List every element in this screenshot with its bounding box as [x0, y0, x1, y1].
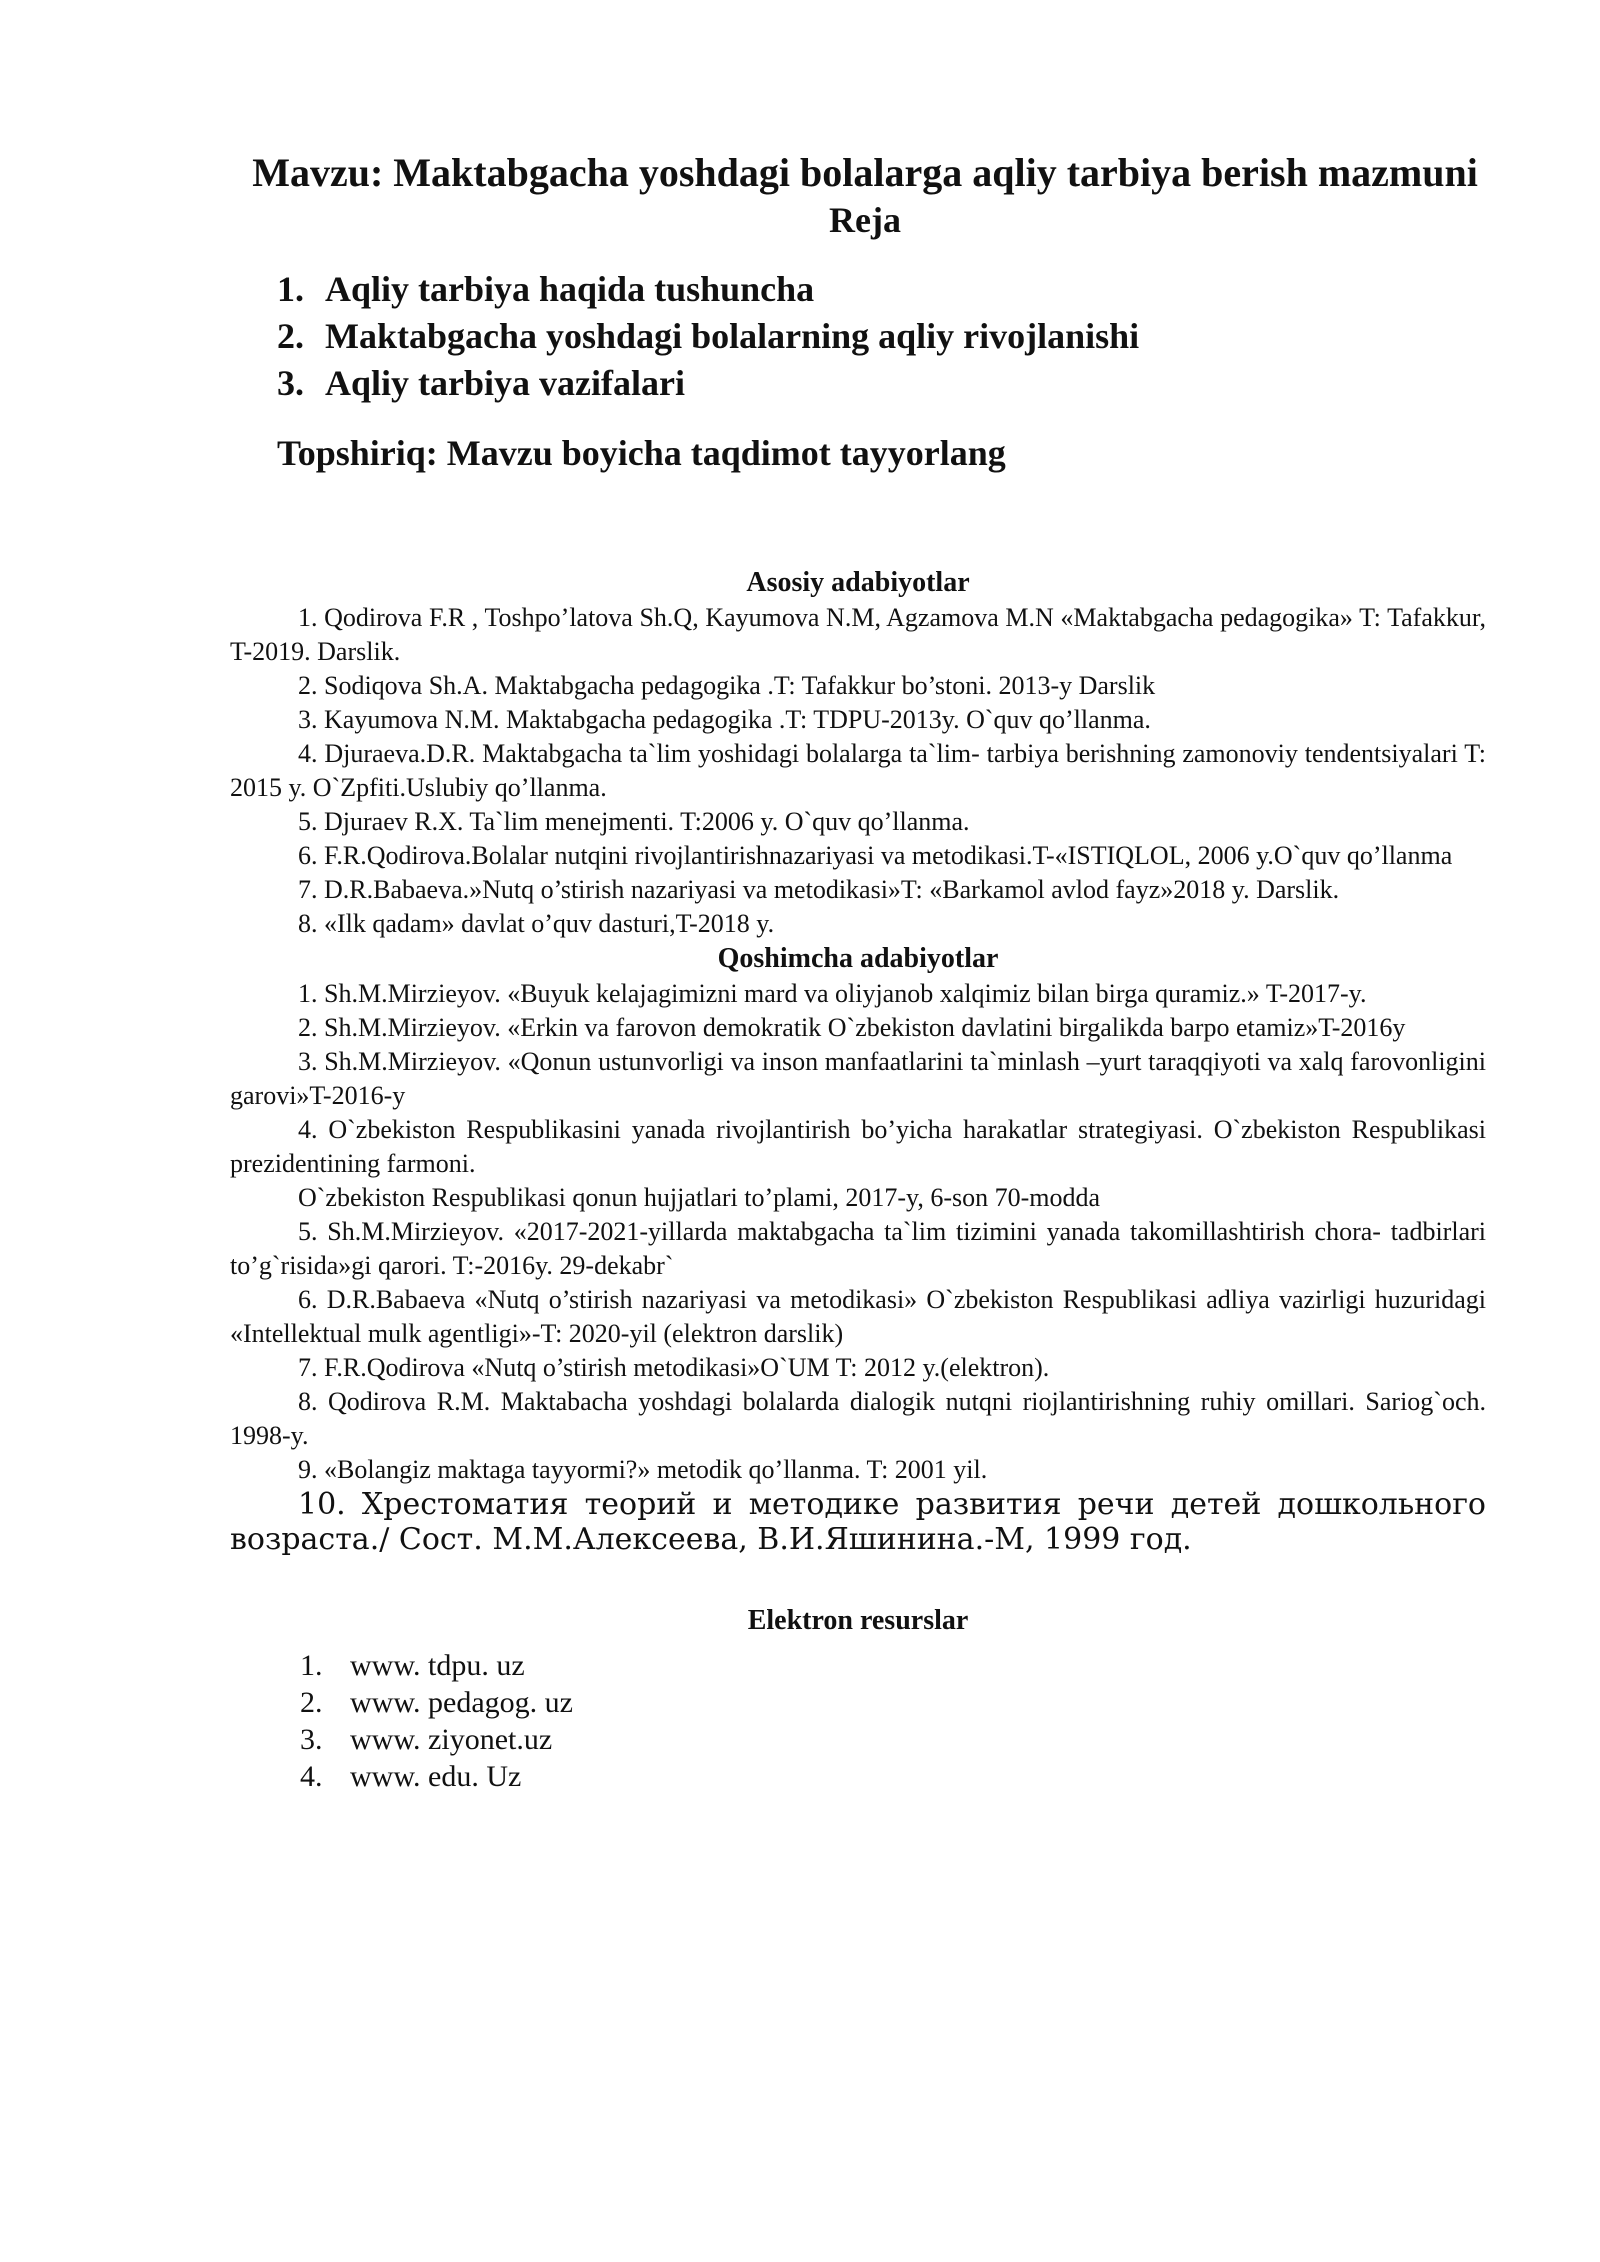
main-literature-item: 3. Kayumova N.M. Maktabgacha pedagogika .T: TDPU-2013y. O`quv qo’llanma.	[298, 705, 1151, 734]
resource-number: 1.	[300, 1649, 323, 1682]
references-section	[230, 565, 1486, 1795]
plan-item-number: 1.	[277, 269, 304, 309]
electronic-resource-item	[300, 1647, 1486, 1684]
main-literature-item: 4. Djuraeva.D.R. Maktabgacha ta`lim yoshidagi bolalarga ta`lim- tarbiya berishning zamonoviy tendentsiyalari T: 2015 y. O`Zpfiti.Uslubiy qo’llanma.	[230, 739, 1486, 802]
resource-link: www. pedagog. uz	[350, 1686, 573, 1719]
plan-item-text: Aqliy tarbiya vazifalari	[325, 363, 685, 403]
plan-item-text: Maktabgacha yoshdagi bolalarning aqliy rivojlanishi	[325, 316, 1140, 356]
main-literature-heading: Asosiy adabiyotlar	[746, 567, 970, 598]
electronic-resources-heading: Elektron resurslar	[747, 1605, 969, 1636]
main-literature-item: 8. «Ilk qadam» davlat o’quv dasturi,T-2018 y.	[298, 909, 775, 938]
resource-number: 2.	[300, 1686, 323, 1719]
resource-link: www. edu. Uz	[350, 1760, 522, 1793]
plan-heading: Reja	[829, 200, 901, 240]
extra-literature-item: 4. O`zbekiston Respublikasini yanada rivojlantirish bo’yicha harakatlar strategiyasi. O`zbekiston Respublikasi prezidentining farmoni.	[230, 1115, 1486, 1178]
task-statement: Topshiriq: Mavzu boyicha taqdimot tayyorlang	[277, 433, 1006, 473]
resource-number: 3.	[300, 1723, 323, 1756]
electronic-resource-item	[300, 1758, 1486, 1795]
extra-literature-item: 1. Sh.M.Mirzieyov. «Buyuk kelajagimizni mard va oliyjanob xalqimiz bilan birga quramiz.» T-2017-y.	[298, 979, 1367, 1008]
plan-item-number: 3.	[277, 363, 304, 403]
plan-item	[277, 360, 1139, 407]
plan-list	[277, 266, 1139, 407]
extra-literature-item: 3. Sh.M.Mirzieyov. «Qonun ustunvorligi va inson manfaatlarini ta`minlash –yurt taraqqiyoti va xalq farovonligini garovi»T-2016-y	[230, 1047, 1486, 1110]
extra-literature-item: 6. D.R.Babaeva «Nutq o’stirish nazariyasi va metodikasi» O`zbekiston Respublikasi adliya vazirligi huzuridagi «Intellektual mulk agentligi»-T: 2020-yil (elektron darslik)	[230, 1285, 1486, 1348]
extra-literature-heading: Qoshimcha adabiyotlar	[717, 943, 999, 974]
extra-literature-item: O`zbekiston Respublikasi qonun hujjatlari to’plami, 2017-y, 6-son 70-modda	[298, 1183, 1101, 1212]
plan-item-number: 2.	[277, 316, 304, 356]
main-literature-item: 1. Qodirova F.R , Toshpo’latova Sh.Q, Kayumova N.M, Agzamova M.N «Maktabgacha pedagogika» T: Tafakkur, T-2019. Darslik.	[230, 603, 1486, 666]
electronic-resource-item	[300, 1684, 1486, 1721]
extra-literature-item: 8. Qodirova R.M. Maktabacha yoshdagi bolalarda dialogik nutqni riojlantirishning ruhiy omillari. Sariog`och. 1998-y.	[230, 1387, 1486, 1450]
extra-literature-item: 9. «Bolangiz maktaga tayyormi?» metodik qo’llanma. T: 2001 yil.	[298, 1455, 988, 1484]
main-literature-item: 7. D.R.Babaeva.»Nutq o’stirish nazariyasi va metodikasi»T: «Barkamol avlod fayz»2018 y. Darslik.	[298, 875, 1340, 904]
resource-number: 4.	[300, 1760, 323, 1793]
resource-link: www. ziyonet.uz	[350, 1723, 553, 1756]
extra-literature-item: 7. F.R.Qodirova «Nutq o’stirish metodikasi»O`UM T: 2012 y.(elektron).	[298, 1353, 1050, 1382]
extra-literature-item: 10. Хрестоматия теорий и методике развития речи детей дошкольного возраста./ Сост. М.М.Алексеева, В.И.Яшинина.-М, 1999 год.	[230, 1487, 1486, 1557]
main-literature-item: 2. Sodiqova Sh.A. Maktabgacha pedagogika .T: Tafakkur bo’stoni. 2013-y Darslik	[298, 671, 1156, 700]
plan-item-text: Aqliy tarbiya haqida tushuncha	[325, 269, 815, 309]
electronic-resource-item	[300, 1721, 1486, 1758]
plan-item	[277, 313, 1139, 360]
main-literature-item: 6. F.R.Qodirova.Bolalar nutqini rivojlantirishnazariyasi va metodikasi.T-«ISTIQLOL, 2006 y.O`quv qo’llanma	[298, 841, 1453, 870]
plan-item	[277, 266, 1139, 313]
resource-link: www. tdpu. uz	[350, 1649, 525, 1682]
electronic-resources-list	[230, 1647, 1486, 1795]
document-title: Mavzu: Maktabgacha yoshdagi bolalarga aqliy tarbiya berish mazmuni	[252, 150, 1478, 195]
extra-literature-item: 2. Sh.M.Mirzieyov. «Erkin va farovon demokratik O`zbekiston davlatini birgalikda barpo etamiz»T-2016y	[298, 1013, 1406, 1042]
extra-literature-item: 5. Sh.M.Mirzieyov. «2017-2021-yillarda maktabgacha ta`lim tizimini yanada takomillashtirish chora- tadbirlari to’g`risida»gi qarori. T:-2016y. 29-dekabr`	[230, 1217, 1486, 1280]
main-literature-item: 5. Djuraev R.X. Ta`lim menejmenti. T:2006 y. O`quv qo’llanma.	[298, 807, 970, 836]
